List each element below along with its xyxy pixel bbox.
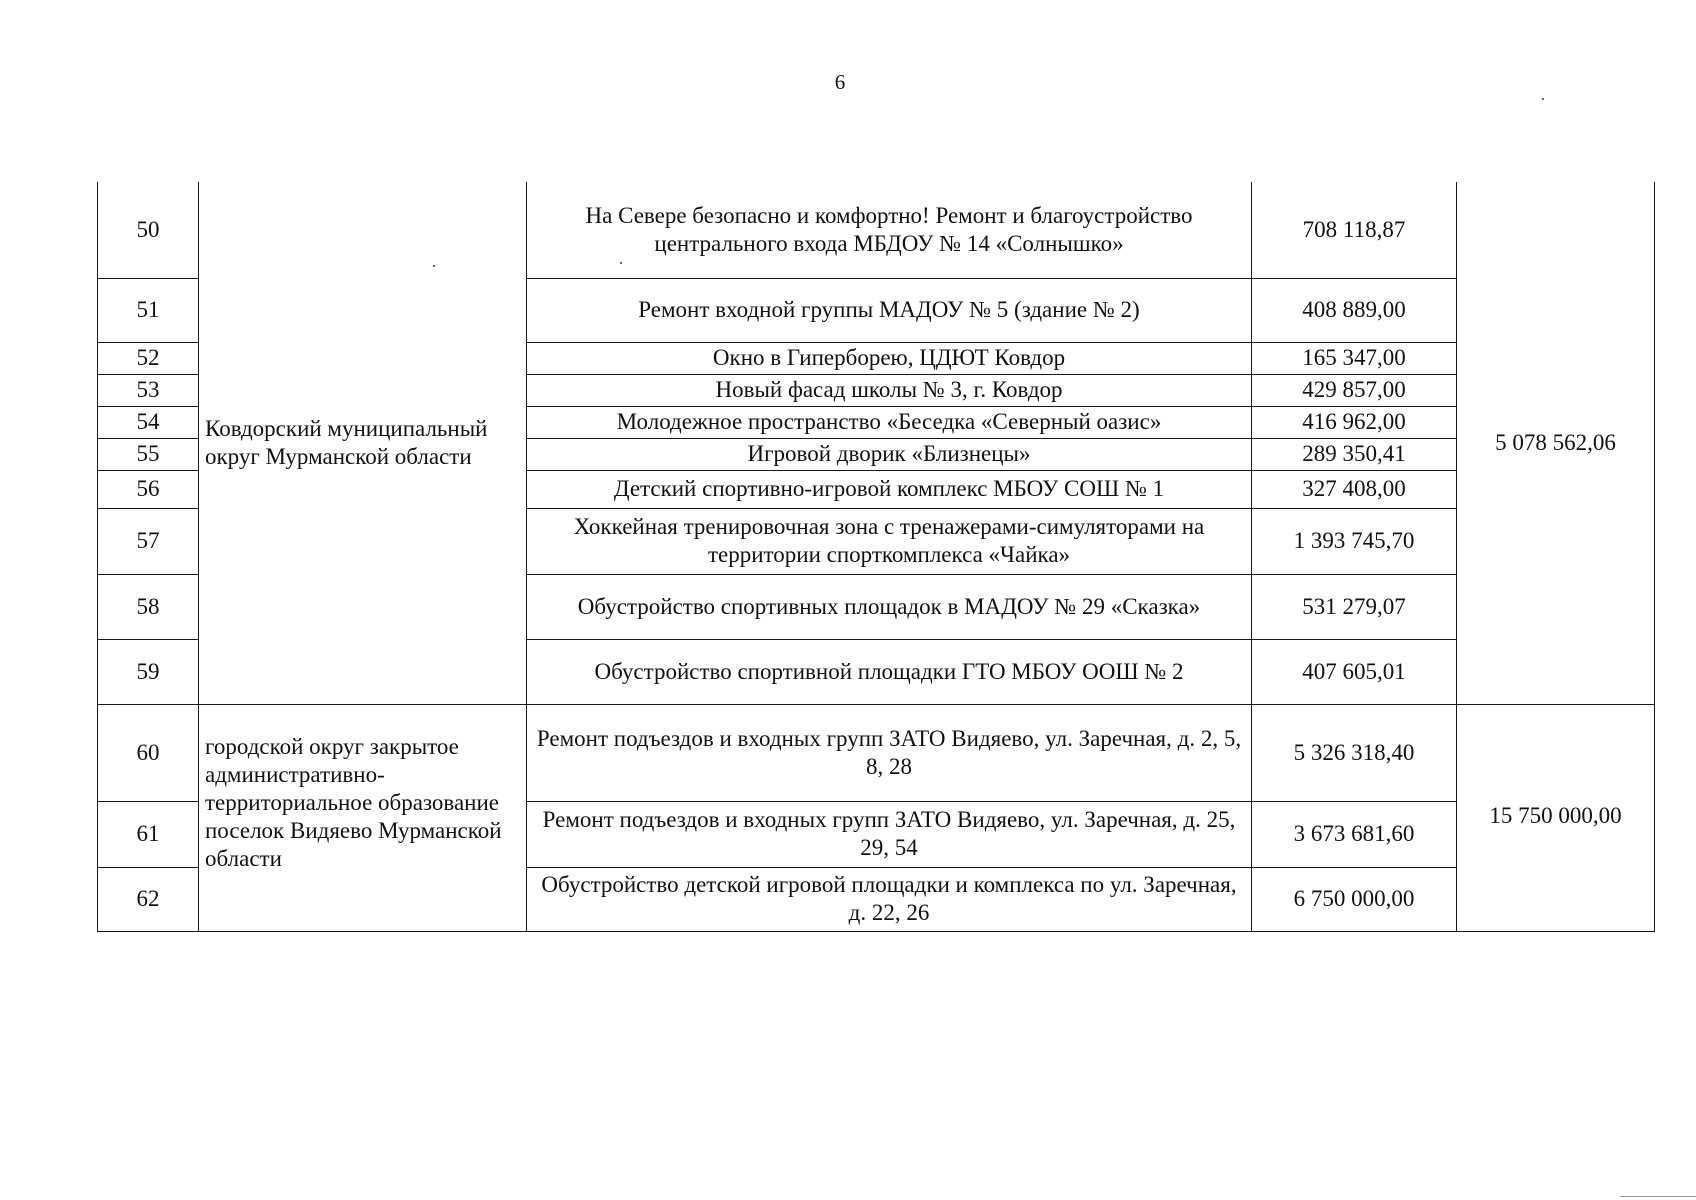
project-cost: 5 326 318,40 (1252, 704, 1457, 801)
project-name: Игровой дворик «Близнецы» (527, 438, 1252, 470)
project-name: Обустройство детской игровой площадки и комплекса по ул. Заречная, д. 22, 26 (527, 867, 1252, 931)
project-name: На Севере безопасно и комфортно! Ремонт и благоустройство центрального входа МБДОУ № 14 «Солнышко» (527, 182, 1252, 278)
row-number: 51 (98, 278, 199, 342)
row-number: 62 (98, 867, 199, 931)
project-name: Обустройство спортивной площадки ГТО МБОУ ООШ № 2 (527, 639, 1252, 704)
project-cost: 327 408,00 (1252, 470, 1457, 508)
project-cost: 289 350,41 (1252, 438, 1457, 470)
municipality-total: 15 750 000,00 (1457, 704, 1655, 931)
project-name: Обустройство спортивных площадок в МАДОУ № 29 «Сказка» (527, 574, 1252, 639)
project-cost: 407 605,01 (1252, 639, 1457, 704)
project-cost: 708 118,87 (1252, 182, 1457, 278)
row-number: 52 (98, 342, 199, 374)
row-number: 58 (98, 574, 199, 639)
project-cost: 1 393 745,70 (1252, 508, 1457, 574)
project-cost: 165 347,00 (1252, 342, 1457, 374)
project-name: Молодежное пространство «Беседка «Северный оазис» (527, 406, 1252, 438)
project-name: Хоккейная тренировочная зона с тренажерами-симуляторами на территории спорткомплекса «Чайка» (527, 508, 1252, 574)
project-name: Окно в Гиперборею, ЦДЮТ Ковдор (527, 342, 1252, 374)
row-number: 50 (98, 182, 199, 278)
project-cost: 408 889,00 (1252, 278, 1457, 342)
row-number: 57 (98, 508, 199, 574)
municipality-cell: Ковдорский муниципальный округ Мурманской области (199, 182, 527, 704)
row-number: 56 (98, 470, 199, 508)
table-row (98, 182, 1655, 278)
page-number: 6 (834, 70, 846, 94)
scan-speck (1542, 98, 1544, 100)
row-number: 55 (98, 438, 199, 470)
scan-edge-line (1620, 1196, 1696, 1197)
project-cost: 6 750 000,00 (1252, 867, 1457, 931)
municipality-total: 5 078 562,06 (1457, 182, 1655, 704)
row-number: 59 (98, 639, 199, 704)
project-cost: 531 279,07 (1252, 574, 1457, 639)
project-name: Ремонт подъездов и входных групп ЗАТО Видяево, ул. Заречная, д. 2, 5, 8, 28 (527, 704, 1252, 801)
table-row (98, 704, 1655, 801)
row-number: 53 (98, 374, 199, 406)
row-number: 61 (98, 801, 199, 867)
project-name: Ремонт подъездов и входных групп ЗАТО Видяево, ул. Заречная, д. 25, 29, 54 (527, 801, 1252, 867)
project-name: Новый фасад школы № 3, г. Ковдор (527, 374, 1252, 406)
municipality-cell: городской округ закрытое административно-территориальное образование поселок Видяево Мурманской области (199, 704, 527, 931)
project-cost: 429 857,00 (1252, 374, 1457, 406)
project-cost: 416 962,00 (1252, 406, 1457, 438)
project-name: Ремонт входной группы МАДОУ № 5 (здание № 2) (527, 278, 1252, 342)
project-cost: 3 673 681,60 (1252, 801, 1457, 867)
projects-table (97, 182, 1655, 932)
row-number: 60 (98, 704, 199, 801)
row-number: 54 (98, 406, 199, 438)
project-name: Детский спортивно-игровой комплекс МБОУ СОШ № 1 (527, 470, 1252, 508)
